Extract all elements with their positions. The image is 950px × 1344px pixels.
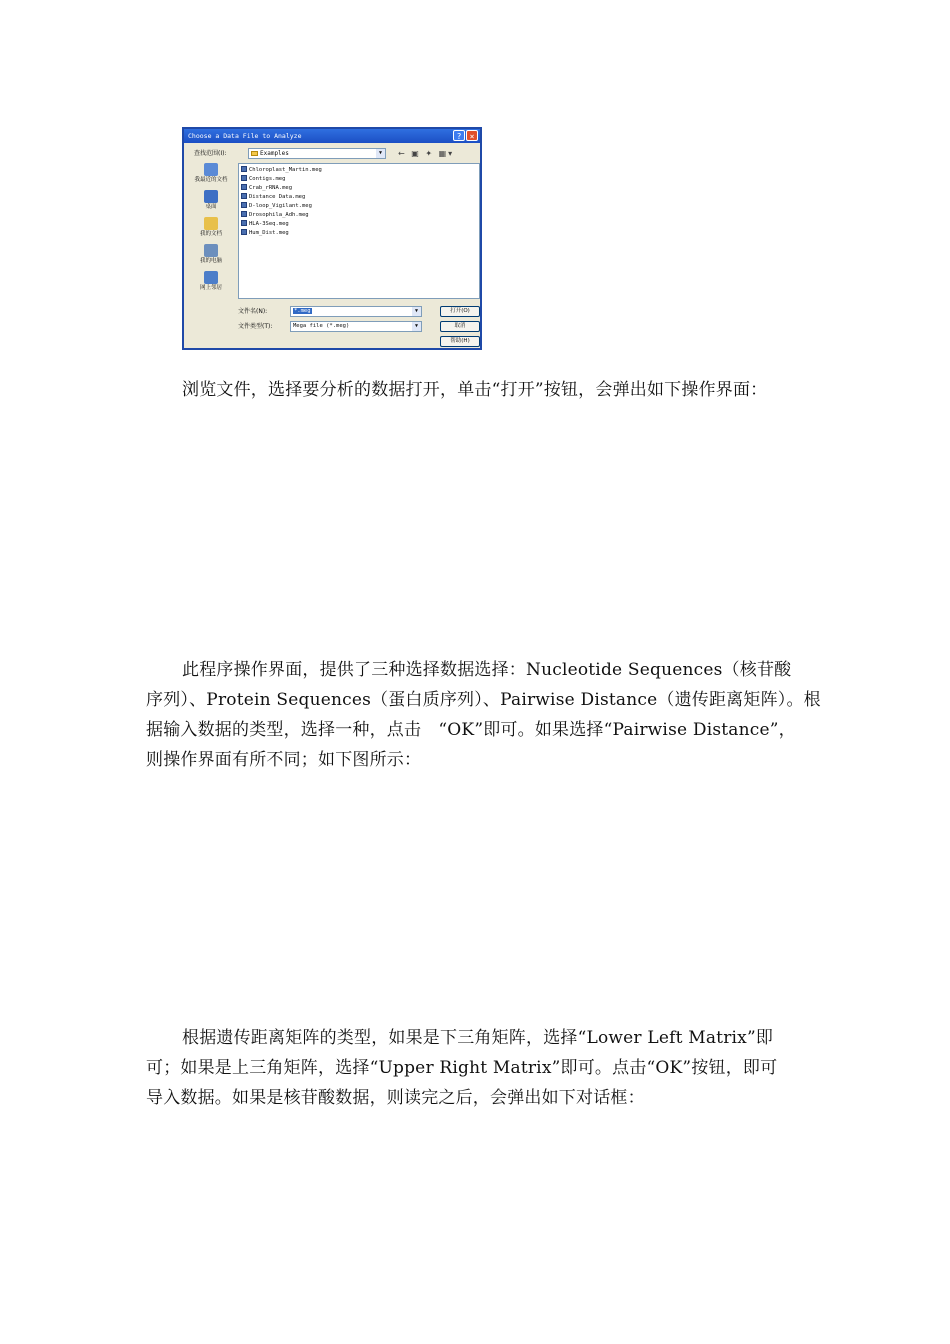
recent-documents-icon [204,163,218,176]
network-places-icon [204,271,218,284]
place-label: 我的文档 [199,231,222,237]
paragraph-line: 据输入数据的类型，选择一种，点击 “OK”即可。如果选择“Pairwise Distance”， [146,720,796,740]
file-name: Distance Data.meg [249,194,306,200]
meg-file-icon [241,229,247,235]
close-icon[interactable]: × [466,130,478,141]
look-in-label: 查找范围(I): [194,150,227,157]
place-network-places[interactable] [188,271,234,292]
look-in-combo[interactable] [248,148,386,159]
places-bar [188,163,234,303]
place-label: 我的电脑 [199,258,222,264]
paragraph-line: 浏览文件，选择要分析的数据打开，单击“打开”按钮，会弹出如下操作界面： [182,380,768,400]
help-icon[interactable]: ? [453,130,465,141]
filetype-label: 文件类型(T): [238,323,273,330]
file-name: Contigs.meg [249,176,286,182]
filename-label: 文件名(N): [238,308,268,315]
file-item[interactable] [241,166,322,175]
paragraph-1 [146,375,806,405]
meg-file-icon [241,211,247,217]
file-item[interactable] [241,220,289,229]
place-my-computer[interactable] [188,244,234,265]
place-label: 桌面 [205,204,217,210]
place-label: 我最近的文档 [194,177,228,183]
paragraph-line: 根据遗传距离矩阵的类型，如果是下三角矩阵，选择“Lower Left Matrix”即 [182,1028,774,1048]
dialog-title: Choose a Data File to Analyze [188,132,302,140]
dialog-toolbar-icons[interactable]: ← ▣ ✦ ▦▾ [398,149,455,158]
paragraph-3 [146,1023,806,1113]
file-name: HLA-3Seq.meg [249,221,289,227]
file-name: D-loop_Vigilant.meg [249,203,312,209]
file-item[interactable] [241,175,285,184]
folder-icon [251,151,258,156]
file-item[interactable] [241,202,312,211]
place-recent-documents[interactable] [188,163,234,184]
meg-file-icon [241,193,247,199]
place-my-documents[interactable] [188,217,234,238]
meg-file-icon [241,166,247,172]
file-item[interactable] [241,211,309,220]
help-button[interactable]: 帮助(H) [440,336,480,347]
place-desktop[interactable] [188,190,234,211]
meg-file-icon [241,175,247,181]
file-name: Drosophila_Adh.meg [249,212,309,218]
paragraph-2 [146,655,821,775]
paragraph-line: 可；如果是上三角矩阵，选择“Upper Right Matrix”即可。点击“OK”按钮，即可 [146,1058,778,1078]
desktop-icon [204,190,218,203]
chevron-down-icon[interactable]: ▼ [412,307,421,316]
chevron-down-icon[interactable]: ▼ [412,322,421,331]
file-item[interactable] [241,193,305,202]
file-name: Hum_Dist.meg [249,230,289,236]
filename-value: *.meg [294,308,311,314]
filename-input[interactable] [290,306,422,317]
meg-file-icon [241,220,247,226]
place-label: 网上邻居 [199,285,222,291]
cancel-button[interactable]: 取消 [440,321,480,332]
meg-file-icon [241,202,247,208]
file-item[interactable] [241,229,289,238]
filetype-select[interactable] [290,321,422,332]
paragraph-line: 序列）、Protein Sequences（蛋白质序列）、Pairwise Distance（遗传距离矩阵）。根 [146,690,821,710]
dialog-titlebar [184,129,480,143]
file-name: Crab_rRNA.meg [249,185,293,191]
file-open-dialog [182,127,482,350]
file-list[interactable] [238,163,480,299]
my-computer-icon [204,244,218,257]
chevron-down-icon[interactable]: ▼ [376,149,385,158]
open-button[interactable]: 打开(O) [440,306,480,317]
file-item[interactable] [241,184,292,193]
paragraph-line: 导入数据。如果是核苷酸数据，则读完之后，会弹出如下对话框： [146,1088,645,1108]
look-in-value: Examples [260,150,289,157]
paragraph-line: 此程序操作界面，提供了三种选择数据选择：Nucleotide Sequences（核苷酸 [182,660,792,680]
my-documents-icon [204,217,218,230]
meg-file-icon [241,184,247,190]
file-name: Chloroplast_Martin.meg [249,167,322,173]
filetype-value: Mega file (*.meg) [293,323,350,329]
paragraph-line: 则操作界面有所不同；如下图所示： [146,750,422,770]
